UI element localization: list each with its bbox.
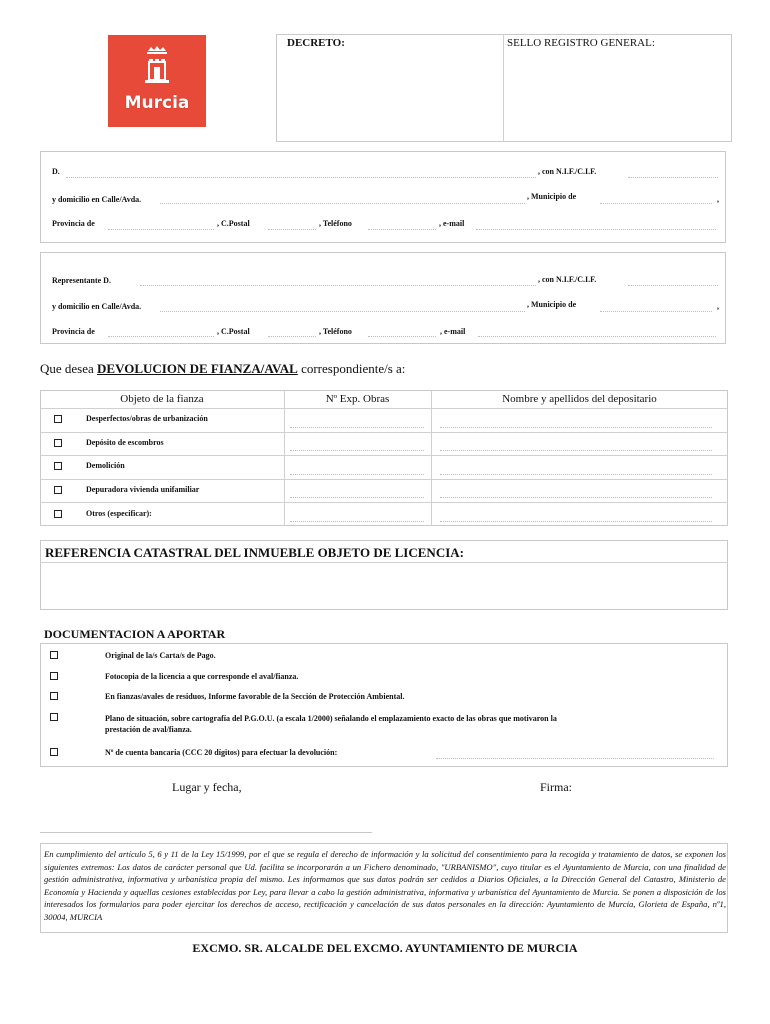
request-prefix: Que desea <box>40 361 98 376</box>
applicant-provincia-label: Provincia de <box>52 219 95 228</box>
addressee: EXCMO. SR. ALCALDE DEL EXCMO. AYUNTAMIENTO DE MURCIA <box>192 941 578 955</box>
rep-label: Representante D. <box>52 276 111 285</box>
bond-exp-field[interactable] <box>290 497 424 498</box>
doc-checkbox-carta-pago[interactable] <box>50 651 58 659</box>
rep-telefono-field[interactable] <box>368 336 436 337</box>
bank-account-field[interactable] <box>436 758 714 759</box>
bond-checkbox-escombros[interactable] <box>54 439 62 447</box>
rep-street-field[interactable] <box>160 311 525 312</box>
bond-table <box>40 390 728 526</box>
bond-exp-field[interactable] <box>290 474 424 475</box>
doc-checkbox-cuenta[interactable] <box>50 748 58 756</box>
rep-nif-label: , con N.I.F./C.I.F. <box>538 275 597 284</box>
doc-item-label: Nº de cuenta bancaria (CCC 20 dígitos) para efectuar la devolución: <box>105 748 338 757</box>
bond-exp-field[interactable] <box>290 450 424 451</box>
rep-nif-field[interactable] <box>628 285 718 286</box>
doc-item-label: Fotocopia de la licencia a que corresponde el aval/fianza. <box>105 672 299 681</box>
rep-telefono-label: , Teléfono <box>319 327 352 336</box>
legal-notice-text: En cumplimiento del artículo 5, 6 y 11 de la Ley 15/1999, por el que se regula el derecho de información y la solicitud del consentimiento para la recogida y tratamiento de datos, se exponen los siguientes extremos: Los datos de carácter personal que Ud. facilita se incorporarán a un Fichero denominado, "URBANISMO", cuyo titular es el Ayuntamiento de Murcia, con una finalidad de gestión administrativa, informativa y urbanística propia del mismo. Les informamos que sus datos podrán ser cedidos a Diarios Oficiales, a la Dirección General del Catastro, Ministerio de Economía y Hacienda y aquellas cesiones establecidas por Ley, para llevar a cabo la gestión administrativa, informativa y urbanística del Ayuntamiento de Murcia. Se ponen a disposición de los interesados los formularios para poder ejercitar los derechos de acceso, rectificación y cancelación de sus datos personales en la dirección: Ayuntamiento de Murcia, Glorieta de España, nº1, 30004, MURCIA <box>44 849 726 922</box>
applicant-name-field[interactable] <box>66 177 536 178</box>
rep-cpostal-label: , C.Postal <box>217 327 250 336</box>
castle-crown-icon <box>142 45 172 87</box>
bond-header-objeto: Objeto de la fianza <box>120 393 204 405</box>
rep-provincia-label: Provincia de <box>52 327 95 336</box>
bond-row-label: Otros (especificar): <box>86 509 152 518</box>
applicant-cpostal-field[interactable] <box>268 229 316 230</box>
doc-checkbox-residuos[interactable] <box>50 692 58 700</box>
applicant-d-label: D. <box>52 167 60 176</box>
bond-row-divider <box>40 479 728 480</box>
cadastral-title: REFERENCIA CATASTRAL DEL INMUEBLE OBJETO DE LICENCIA: <box>45 545 464 560</box>
applicant-provincia-field[interactable] <box>108 229 214 230</box>
lugar-fecha-label: Lugar y fecha, <box>172 780 242 794</box>
cadastral-divider <box>40 562 728 563</box>
bond-depositario-field[interactable] <box>440 497 712 498</box>
rep-email-field[interactable] <box>478 336 716 337</box>
applicant-email-label: , e-mail <box>439 219 465 228</box>
bond-depositario-field[interactable] <box>440 427 712 428</box>
applicant-street-field[interactable] <box>160 203 525 204</box>
rep-comma: , <box>717 302 719 311</box>
rep-domicilio-label: y domicilio en Calle/Avda. <box>52 302 142 311</box>
bond-header-exp: Nº Exp. Obras <box>325 393 390 405</box>
applicant-municipio-field[interactable] <box>600 203 712 204</box>
rep-provincia-field[interactable] <box>108 336 214 337</box>
rep-name-field[interactable] <box>140 285 536 286</box>
representative-section <box>40 252 726 344</box>
logo-text: Murcia <box>124 93 190 113</box>
header-divider <box>503 34 504 142</box>
doc-item-label-cont: prestación de aval/fianza. <box>105 725 192 734</box>
notice-separator <box>40 832 372 833</box>
bond-col-divider-1 <box>284 390 285 526</box>
bond-row-label: Depuradora vivienda unifamiliar <box>86 485 200 494</box>
request-suffix: correspondiente/s a: <box>297 361 406 376</box>
doc-item-label: En fianzas/avales de residuos, Informe favorable de la Sección de Protección Ambiental. <box>105 692 405 701</box>
applicant-nif-label: , con N.I.F./C.I.F. <box>538 167 597 176</box>
doc-checkbox-licencia[interactable] <box>50 672 58 680</box>
applicant-nif-field[interactable] <box>628 177 718 178</box>
doc-checkbox-plano[interactable] <box>50 713 58 721</box>
bond-row-label: Demolición <box>86 461 125 470</box>
bond-depositario-field[interactable] <box>440 474 712 475</box>
bond-row-label: Depósito de escombros <box>86 438 164 447</box>
sello-label: SELLO REGISTRO GENERAL: <box>507 37 655 49</box>
bond-depositario-field[interactable] <box>440 450 712 451</box>
bond-row-divider <box>40 432 728 433</box>
documentation-title: DOCUMENTACION A APORTAR <box>44 627 226 641</box>
request-underlined: DEVOLUCION DE FIANZA/AVAL <box>97 361 298 376</box>
doc-item-label: Plano de situación, sobre cartografía del P.G.O.U. (a escala 1/2000) señalando el emplazamiento exacto de las obras que motivaron la <box>105 714 557 723</box>
applicant-cpostal-label: , C.Postal <box>217 219 250 228</box>
bond-row-divider <box>40 502 728 503</box>
applicant-municipio-label: , Municipio de <box>527 192 577 201</box>
decreto-label: DECRETO: <box>287 37 345 49</box>
bond-exp-field[interactable] <box>290 521 424 522</box>
bond-depositario-field[interactable] <box>440 521 712 522</box>
doc-item-label: Original de la/s Carta/s de Pago. <box>105 651 216 660</box>
cadastral-input[interactable] <box>42 564 726 608</box>
bond-header-divider <box>40 408 728 409</box>
applicant-email-field[interactable] <box>476 229 716 230</box>
firma-label: Firma: <box>540 780 572 794</box>
applicant-comma: , <box>717 195 719 204</box>
applicant-telefono-field[interactable] <box>368 229 436 230</box>
bond-checkbox-urbanizacion[interactable] <box>54 415 62 423</box>
bond-checkbox-otros[interactable] <box>54 510 62 518</box>
header-box <box>276 34 732 142</box>
bond-header-depositario: Nombre y apellidos del depositario <box>502 393 657 405</box>
applicant-telefono-label: , Teléfono <box>319 219 352 228</box>
applicant-domicilio-label: y domicilio en Calle/Avda. <box>52 195 142 204</box>
rep-cpostal-field[interactable] <box>268 336 316 337</box>
murcia-logo <box>108 35 206 127</box>
rep-email-label: , e-mail <box>440 327 466 336</box>
rep-municipio-field[interactable] <box>600 311 712 312</box>
bond-row-label: Desperfectos/obras de urbanización <box>86 414 208 423</box>
bond-checkbox-depuradora[interactable] <box>54 486 62 494</box>
rep-municipio-label: , Municipio de <box>527 300 577 309</box>
bond-checkbox-demolicion[interactable] <box>54 462 62 470</box>
bond-col-divider-2 <box>431 390 432 526</box>
bond-exp-field[interactable] <box>290 427 424 428</box>
request-line <box>40 361 405 377</box>
bond-row-divider <box>40 455 728 456</box>
